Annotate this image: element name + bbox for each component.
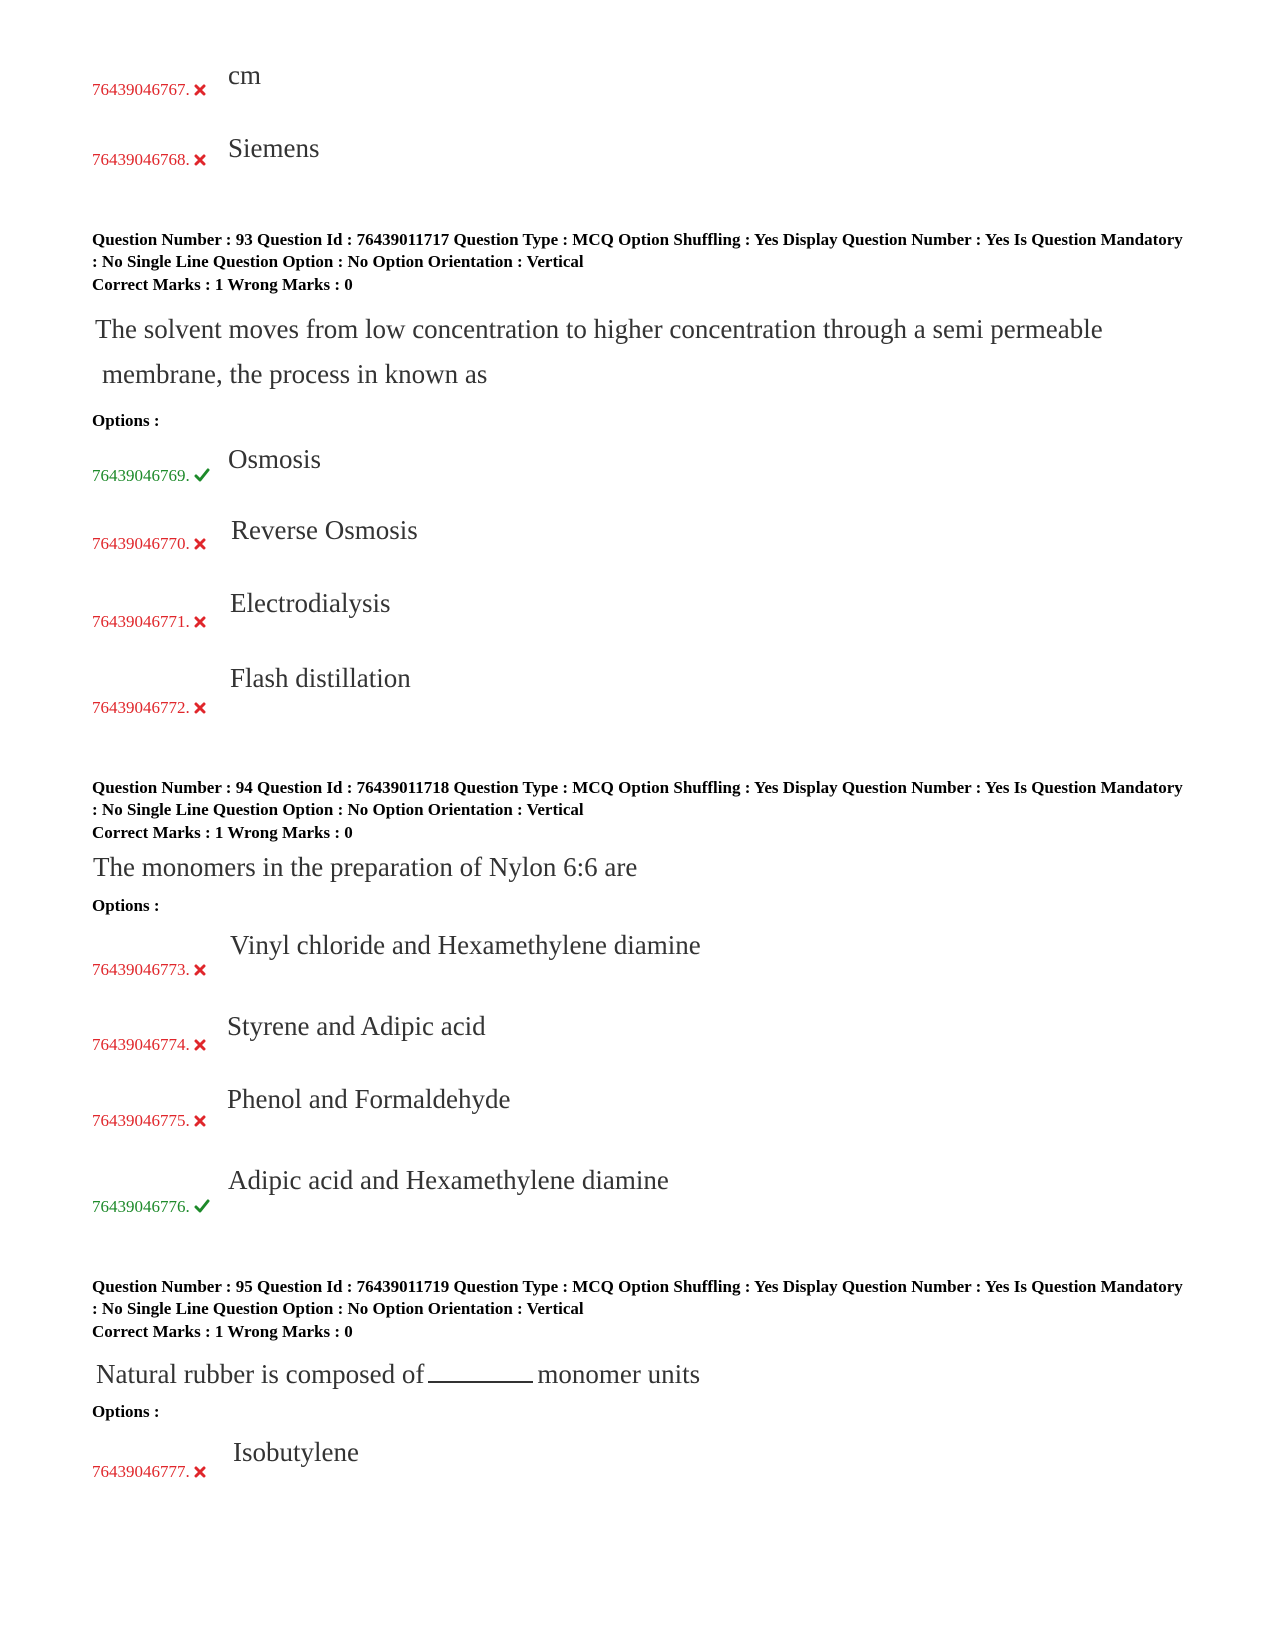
- option-id: 76439046767.: [92, 80, 206, 101]
- answer-blank: [428, 1359, 533, 1383]
- option-id: 76439046769.: [92, 466, 210, 487]
- option-text: Reverse Osmosis: [231, 515, 418, 545]
- option-id: 76439046772.: [92, 698, 206, 719]
- cross-icon: [194, 535, 206, 555]
- option-text: cm: [228, 60, 261, 90]
- question-marks: Correct Marks : 1 Wrong Marks : 0: [92, 1322, 353, 1341]
- cross-icon: [194, 1463, 206, 1483]
- option-id: 76439046773.: [92, 960, 206, 981]
- option-text: Electrodialysis: [230, 588, 391, 618]
- cross-icon: [194, 961, 206, 981]
- options-label: Options :: [92, 896, 160, 915]
- cross-icon: [194, 151, 206, 171]
- question-text: The monomers in the preparation of Nylon 6:6 are: [93, 852, 638, 882]
- option-text: Flash distillation: [230, 663, 411, 693]
- cross-icon: [194, 1036, 206, 1056]
- option-id: 76439046770.: [92, 534, 206, 555]
- question-marks: Correct Marks : 1 Wrong Marks : 0: [92, 275, 353, 294]
- question-meta: Question Number : 95 Question Id : 76439011719 Question Type : MCQ Option Shuffling : Yes Display Question Number : Yes Is Question Mandatory : No Single Line Question Option : No Option Orientation : Vertical: [92, 1277, 1183, 1318]
- cross-icon: [194, 613, 206, 633]
- cross-icon: [194, 81, 206, 101]
- option-text: Osmosis: [228, 444, 322, 474]
- option-text: Isobutylene: [233, 1437, 359, 1467]
- option-id: 76439046775.: [92, 1111, 206, 1132]
- question-text: The solvent moves from low concentration to higher concentration through a semi permeable: [95, 314, 1103, 344]
- question-meta: Question Number : 94 Question Id : 76439011718 Question Type : MCQ Option Shuffling : Yes Display Question Number : Yes Is Question Mandatory : No Single Line Question Option : No Option Orientation : Vertical: [92, 778, 1183, 819]
- option-text: Styrene and Adipic acid: [227, 1011, 486, 1041]
- option-id: 76439046777.: [92, 1462, 206, 1483]
- check-icon: [194, 467, 210, 487]
- option-id: 76439046771.: [92, 612, 206, 633]
- option-id: 76439046776.: [92, 1197, 210, 1218]
- option-text: Siemens: [228, 133, 320, 163]
- question-marks: Correct Marks : 1 Wrong Marks : 0: [92, 823, 353, 842]
- option-id: 76439046768.: [92, 150, 206, 171]
- question-text: Natural rubber is composed of monomer units: [96, 1359, 701, 1389]
- question-text: membrane, the process in known as: [102, 359, 488, 389]
- cross-icon: [194, 1112, 206, 1132]
- check-icon: [194, 1198, 210, 1218]
- cross-icon: [194, 699, 206, 719]
- question-meta: Question Number : 93 Question Id : 76439011717 Question Type : MCQ Option Shuffling : Yes Display Question Number : Yes Is Question Mandatory : No Single Line Question Option : No Option Orientation : Vertical: [92, 230, 1183, 271]
- options-label: Options :: [92, 1402, 160, 1421]
- option-text: Vinyl chloride and Hexamethylene diamine: [230, 930, 701, 960]
- options-label: Options :: [92, 411, 160, 430]
- option-text: Adipic acid and Hexamethylene diamine: [228, 1165, 669, 1195]
- option-text: Phenol and Formaldehyde: [227, 1084, 511, 1114]
- option-id: 76439046774.: [92, 1035, 206, 1056]
